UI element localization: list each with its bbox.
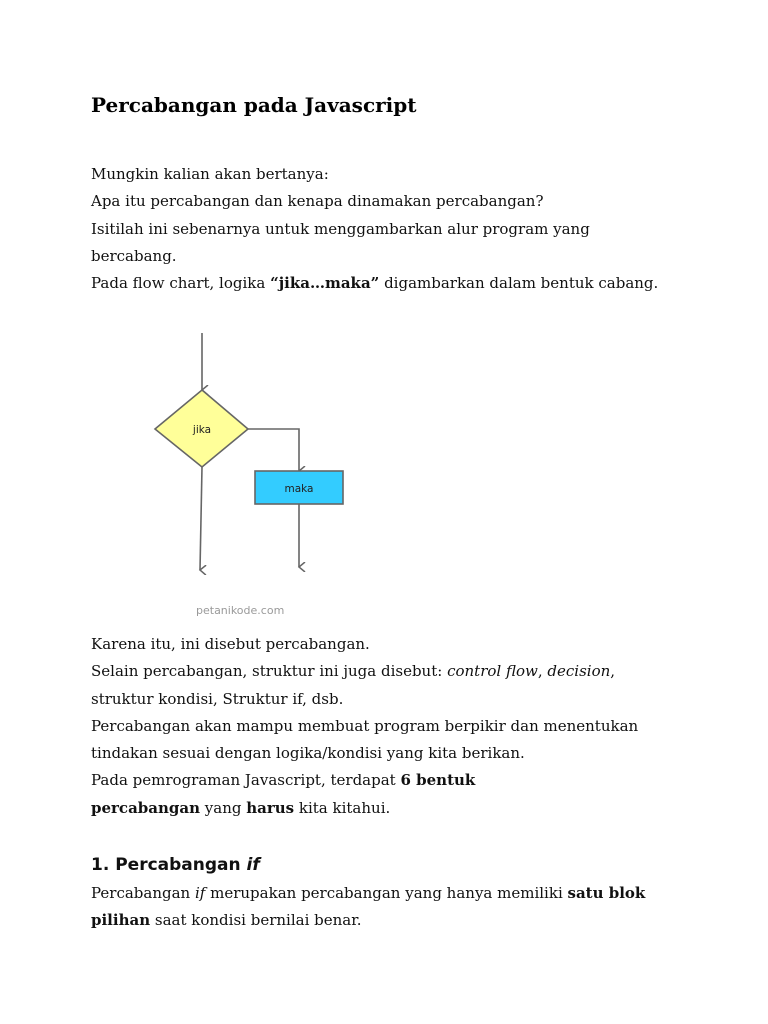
watermark-label: petanikode.com: [196, 604, 285, 617]
after-line-1: Karena itu, ini disebut percabangan.: [91, 635, 370, 653]
after-line-6: [91, 767, 691, 794]
section-if-paragraph: [91, 880, 691, 935]
after-line-7-tail: kita kitahui.: [294, 798, 391, 817]
section-heading-if-italic: if: [246, 855, 260, 875]
after-line-2-text: Selain percabangan, struktur ini juga disebut:: [91, 662, 448, 681]
section-line-1: [91, 880, 691, 907]
six-forms-bold: 6 bentuk: [400, 771, 476, 790]
control-flow-italic: control flow: [447, 662, 538, 681]
percabangan-bold: percabangan: [91, 798, 201, 817]
after-line-5: tindakan sesuai dengan logika/kondisi yang kita berikan.: [91, 744, 525, 763]
section-line-1-mid: merupakan percabangan yang hanya memiliki: [205, 884, 568, 902]
pilihan-bold: pilihan: [91, 911, 151, 930]
satu-blok-bold: satu blok: [567, 884, 646, 902]
after-line-2-sep: ,: [537, 662, 548, 681]
intro-line-5: [91, 270, 691, 297]
intro-line-1: Mungkin kalian akan bertanya:: [91, 165, 329, 183]
harus-bold: harus: [246, 798, 295, 817]
after-line-2-end: ,: [610, 662, 616, 681]
section-heading-text: 1. Percabangan: [91, 855, 247, 875]
section-line-2: [91, 907, 691, 934]
explanation-paragraph: [91, 631, 691, 822]
page-title: Percabangan pada Javascript: [91, 93, 417, 117]
section-line-2-tail: saat kondisi bernilai benar.: [150, 911, 362, 930]
flow-arrow-false-branch: [200, 467, 202, 570]
action-label: maka: [284, 483, 314, 495]
after-line-7: [91, 795, 691, 822]
intro-line-4: bercabang.: [91, 246, 177, 265]
if-italic: if: [195, 884, 206, 902]
after-line-2: [91, 658, 691, 685]
decision-italic: decision: [547, 662, 611, 681]
decision-label: jika: [192, 424, 212, 436]
flow-arrow-true-branch: [248, 429, 299, 471]
after-line-4: Percabangan akan mampu membuat program berpikir dan menentukan: [91, 716, 639, 735]
intro-line-5-text: Pada flow chart, logika: [91, 274, 271, 293]
after-line-6-text: Pada pemrograman Javascript, terdapat: [91, 771, 401, 790]
intro-line-3: Isitilah ini sebenarnya untuk menggambarkan alur program yang: [91, 219, 590, 238]
after-line-7-mid: yang: [200, 798, 247, 817]
intro-line-2: Apa itu percabangan dan kenapa dinamakan percabangan?: [91, 192, 544, 211]
intro-paragraph: [91, 161, 691, 297]
after-line-3: struktur kondisi, Struktur if, dsb.: [91, 689, 344, 708]
section-line-1-text: Percabangan: [91, 884, 195, 902]
flowchart-diagram: [150, 326, 350, 622]
intro-line-5-tail: digambarkan dalam bentuk cabang.: [379, 274, 659, 293]
jika-maka-bold: “jika…maka”: [270, 274, 380, 293]
section-heading-if: [91, 852, 260, 878]
